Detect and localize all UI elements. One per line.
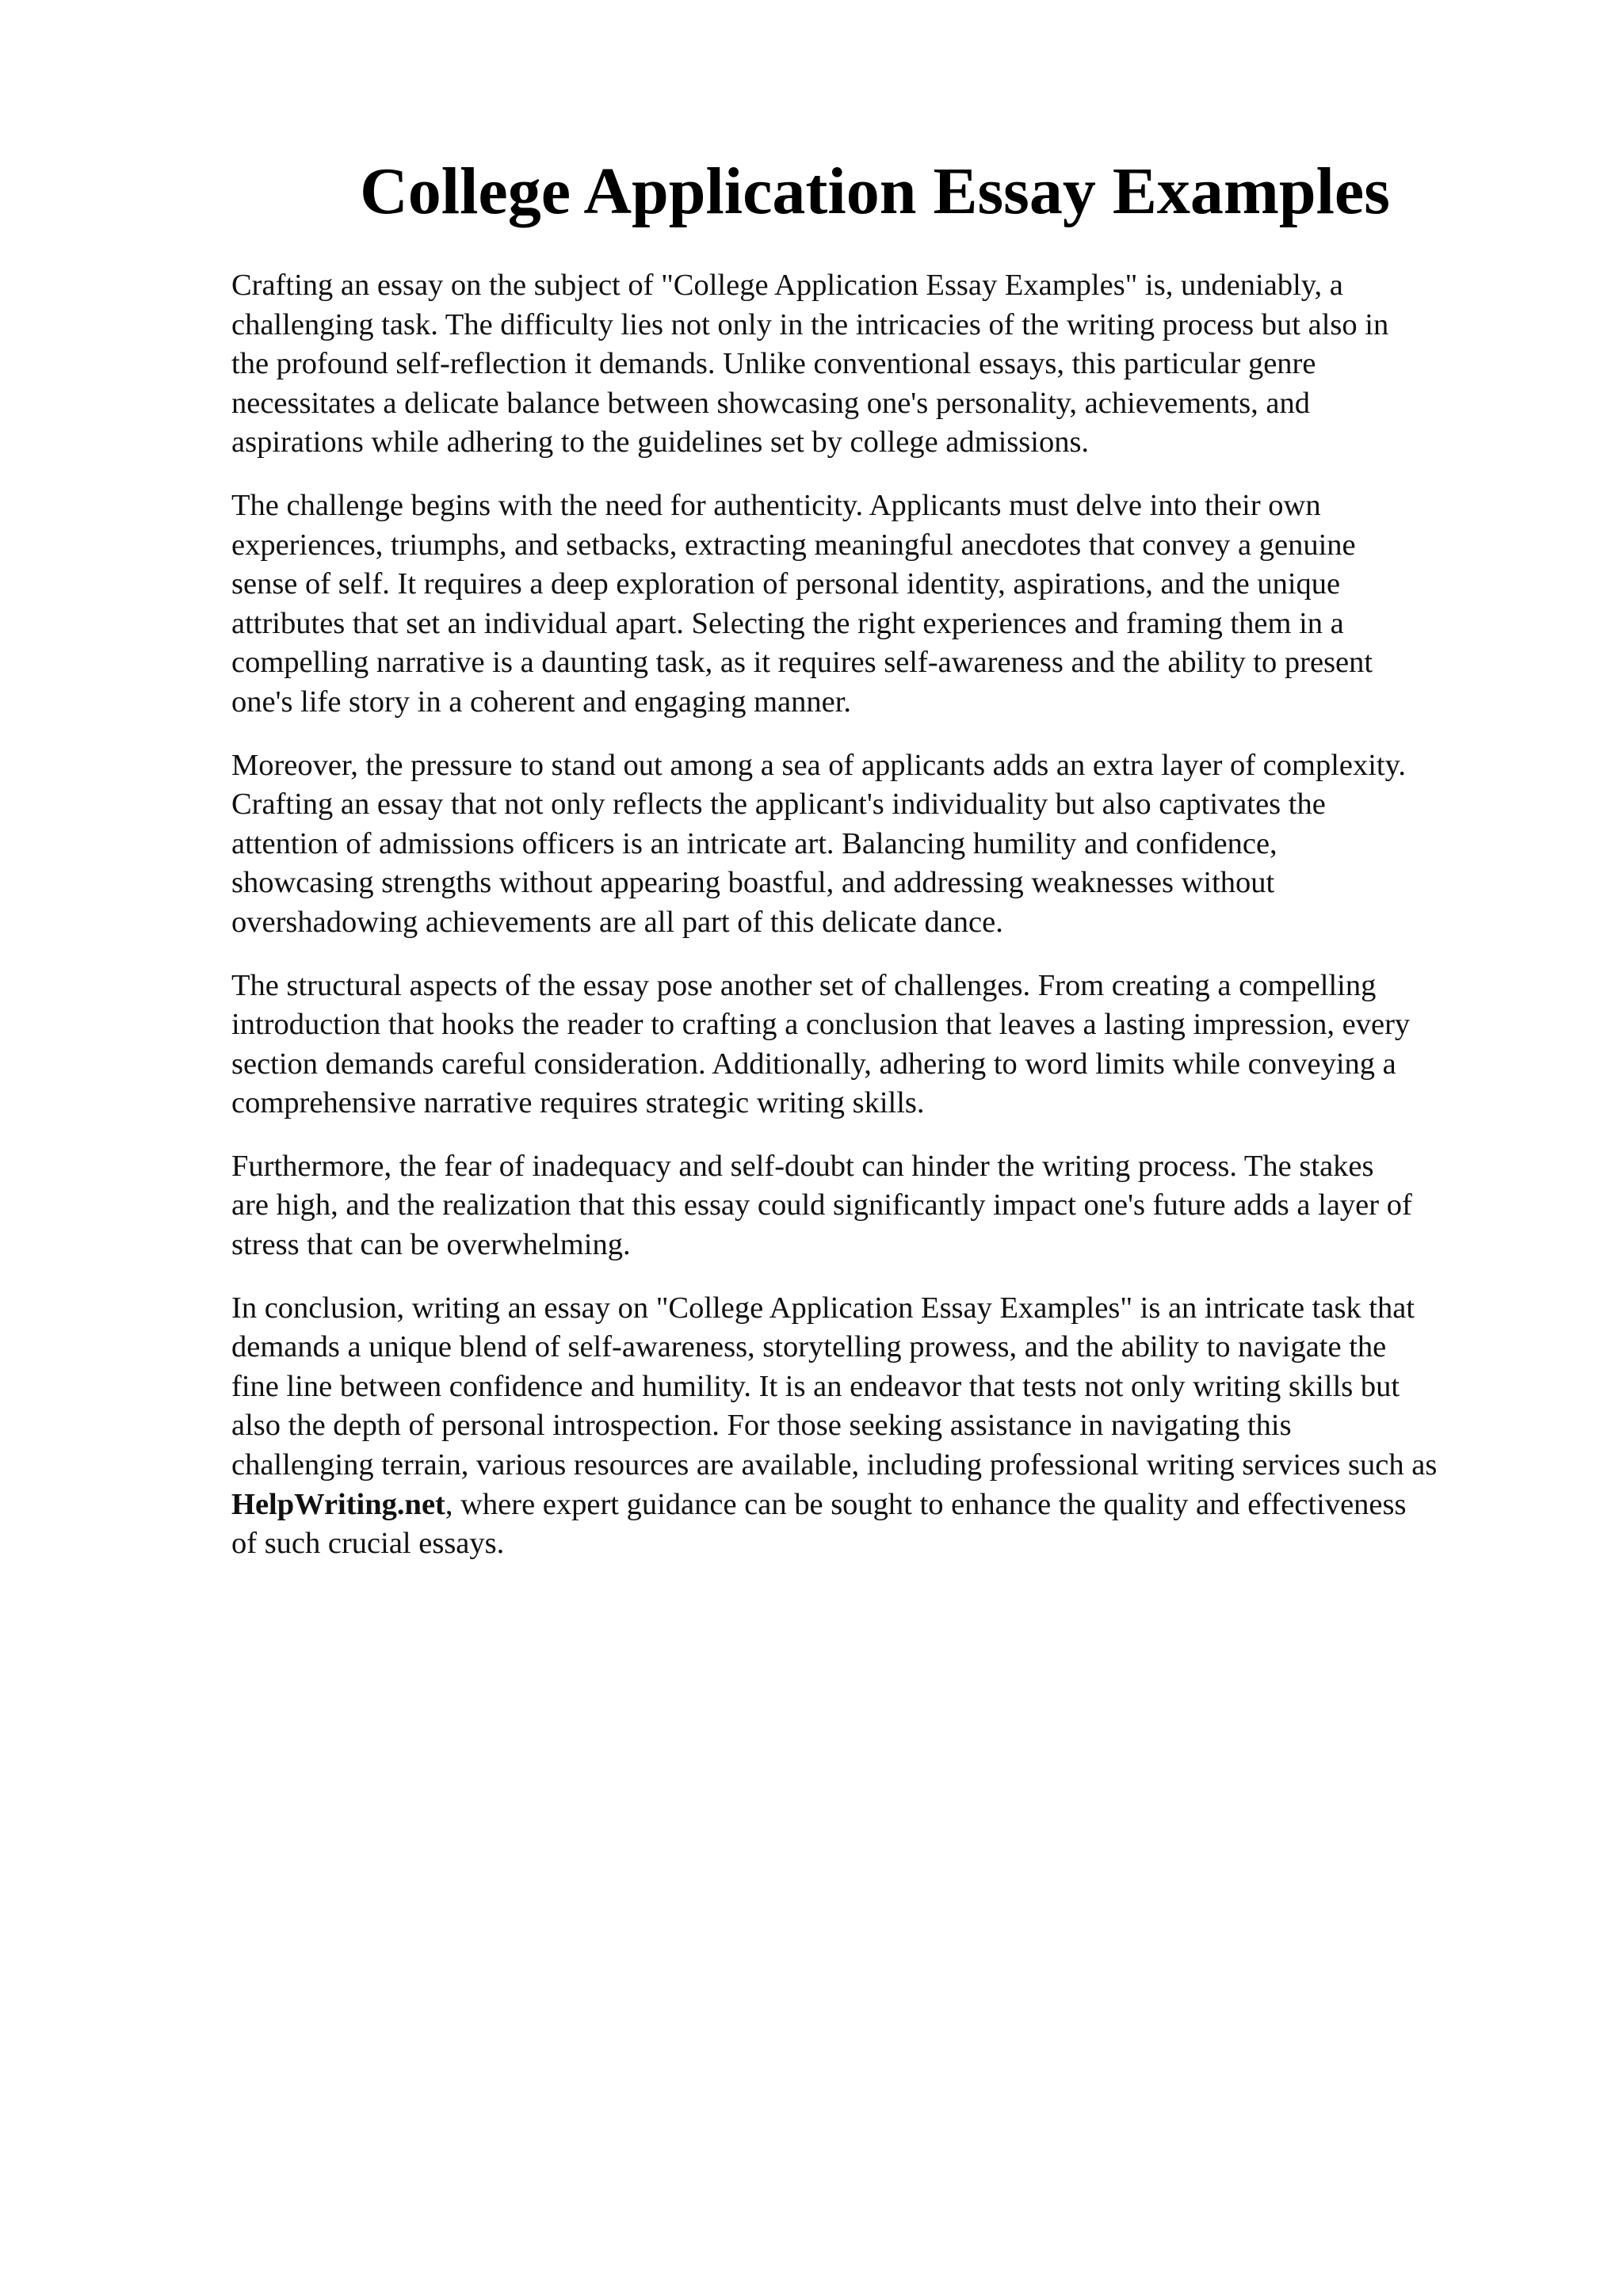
paragraph-conclusion: [231, 1289, 1547, 1564]
text-line: sense of self. It requires a deep exploration of personal identity, aspirations, and the unique: [231, 567, 1341, 601]
paragraph-1: [231, 266, 1547, 463]
text-line: showcasing strengths without appearing boastful, and addressing weaknesses without: [231, 866, 1275, 900]
text-line: The challenge begins with the need for authenticity. Applicants must delve into their own: [231, 488, 1321, 522]
text-line: comprehensive narrative requires strategic writing skills.: [231, 1086, 925, 1120]
text-line: experiences, triumphs, and setbacks, extracting meaningful anecdotes that convey a genuine: [231, 528, 1356, 562]
text-line: overshadowing achievements are all part of this delicate dance.: [231, 905, 1003, 939]
text-line: challenging terrain, various resources are available, including professional writing services such as: [231, 1448, 1438, 1482]
text-line: section demands careful consideration. Additionally, adhering to word limits while conveying a: [231, 1047, 1396, 1081]
text-line: challenging task. The difficulty lies not only in the intricacies of the writing process but also in: [231, 307, 1389, 341]
text-line: the profound self-reflection it demands. Unlike conventional essays, this particular genre: [231, 347, 1316, 381]
brand-name: HelpWriting.net: [231, 1487, 445, 1521]
paragraph-4: [231, 967, 1547, 1123]
paragraph-5: [231, 1147, 1547, 1265]
text-line: are high, and the realization that this essay could significantly impact one's future adds a layer of: [231, 1188, 1412, 1222]
text-line: of such crucial essays.: [231, 1527, 505, 1561]
text-line: Crafting an essay on the subject of "College Application Essay Examples" is, undeniably, a: [231, 269, 1343, 302]
text-line: In conclusion, writing an essay on "College Application Essay Examples" is an intricate task that: [231, 1291, 1415, 1325]
brand-suffix: , where expert guidance can be sought to enhance the quality and effectiveness: [445, 1487, 1407, 1521]
paragraph-3: [231, 746, 1547, 943]
text-line: attributes that set an individual apart. Selecting the right experiences and framing them in a: [231, 606, 1344, 640]
text-line: fine line between confidence and humility. It is an endeavor that tests not only writing skills but: [231, 1369, 1400, 1403]
text-line: compelling narrative is a daunting task, as it requires self-awareness and the ability to present: [231, 646, 1373, 680]
text-line: attention of admissions officers is an intricate art. Balancing humility and confidence,: [231, 826, 1277, 860]
text-line: demands a unique blend of self-awareness, storytelling prowess, and the ability to navigate the: [231, 1330, 1387, 1364]
essay-body: [231, 266, 1547, 1588]
text-line: one's life story in a coherent and engaging manner.: [231, 685, 852, 719]
text-line: Crafting an essay that not only reflects the applicant's individuality but also captivates the: [231, 788, 1326, 822]
text-line: also the depth of personal introspection. For those seeking assistance in navigating this: [231, 1409, 1292, 1443]
text-line: introduction that hooks the reader to crafting a conclusion that leaves a lasting impression, every: [231, 1008, 1411, 1042]
text-line: necessitates a delicate balance between showcasing one's personality, achievements, and: [231, 386, 1311, 420]
text-line-with-brand: [231, 1486, 1547, 1525]
paragraph-2: [231, 486, 1547, 723]
text-line: Furthermore, the fear of inadequacy and self-doubt can hinder the writing process. The stakes: [231, 1149, 1374, 1183]
text-line: stress that can be overwhelming.: [231, 1228, 631, 1262]
text-line: aspirations while adhering to the guidelines set by college admissions.: [231, 425, 1090, 460]
text-line: The structural aspects of the essay pose another set of challenges. From creating a compelling: [231, 968, 1377, 1002]
text-line: Moreover, the pressure to stand out among a sea of applicants adds an extra layer of complexity.: [231, 748, 1407, 782]
page-title: College Application Essay Examples: [360, 154, 1390, 228]
